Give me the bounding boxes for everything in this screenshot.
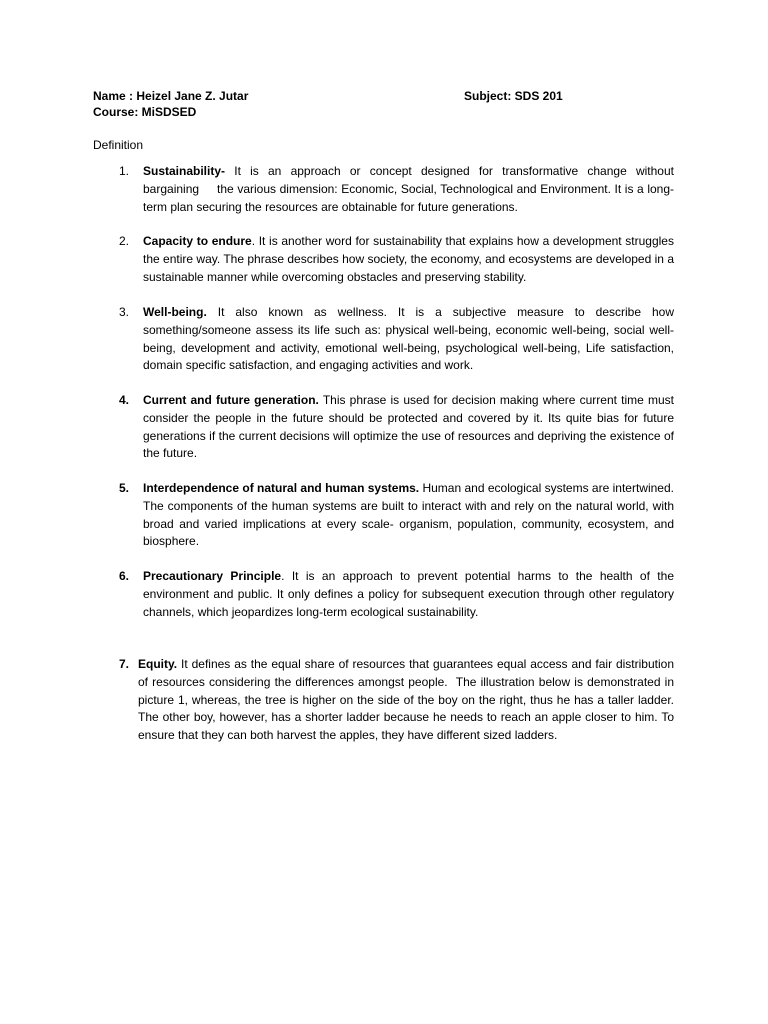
item-text: . It is another word for sustainability that explains how a development struggles the entire way. The phrase describes how society, the economy, and ecosystems are developed in a sustainable manner while overcoming obstacles and preserving stability.	[143, 234, 674, 284]
item-text: It is an approach or concept designed for transformative change without bargaining the various dimension: Economic, Social, Technological and Environment. It is a long-term plan securing the resources are obtainable for future generations.	[143, 164, 674, 214]
definition-item	[119, 568, 674, 621]
item-text: It also known as wellness. It is a subjective measure to describe how something/someone assess its life such as: physical well-being, economic well-being, social well-being, development and activity, emotional well-being, psychological well-being, Life satisfaction, domain specific satisfaction, and engaging activities and work.	[143, 305, 674, 373]
course-label: Course: MiSDSED	[93, 105, 197, 119]
item-text: This phrase is used for decision making where current time must consider the people in the future should be protected and covered by it. Its quite bias for future generations if the current decisions will optimize the use of resources and depriving the existence of the future.	[143, 393, 674, 461]
definition-item	[119, 304, 674, 375]
definition-item	[119, 480, 674, 551]
definition-item	[119, 392, 674, 463]
item-term: Capacity to endure	[143, 234, 252, 248]
item-text: Human and ecological systems are intertwined. The components of the human systems are built to interact with and rely on the natural world, with broad and varied implications at every scale- organism, population, community, ecosystem, and biosphere.	[143, 481, 674, 549]
definition-item	[119, 656, 674, 745]
definition-item	[119, 233, 674, 286]
item-term: Equity.	[138, 657, 178, 671]
item-term: Interdependence of natural and human systems.	[143, 481, 420, 495]
item-number: 1.	[119, 164, 130, 178]
item-number: 3.	[119, 305, 130, 319]
item-term: Sustainability-	[143, 164, 226, 178]
item-text: . It is an approach to prevent potential harms to the health of the environment and public. It only defines a policy for subsequent execution through other regulatory channels, which jeopardizes long-term ecological sustainability.	[143, 569, 674, 619]
item-number: 4.	[119, 393, 130, 407]
definition-item	[119, 163, 674, 216]
item-number: 7.	[119, 657, 130, 671]
item-text: It defines as the equal share of resources that guarantees equal access and fair distribution of resources considering the differences amongst people. The illustration below is demonstrated in picture 1, whereas, the tree is higher on the side of the boy on the right, thus he has a taller ladder. The other boy, however, has a shorter ladder because he needs to reach an apple closer to him. To ensure that they can both harvest the apples, they have different sized ladders.	[138, 657, 674, 743]
student-name: Name : Heizel Jane Z. Jutar	[93, 89, 249, 103]
section-title: Definition	[93, 138, 144, 152]
item-number: 2.	[119, 234, 130, 248]
item-number: 6.	[119, 569, 130, 583]
item-number: 5.	[119, 481, 130, 495]
item-term: Precautionary Principle	[143, 569, 282, 583]
subject-label: Subject: SDS 201	[464, 89, 563, 103]
item-term: Current and future generation.	[143, 393, 319, 407]
item-term: Well-being.	[143, 305, 207, 319]
